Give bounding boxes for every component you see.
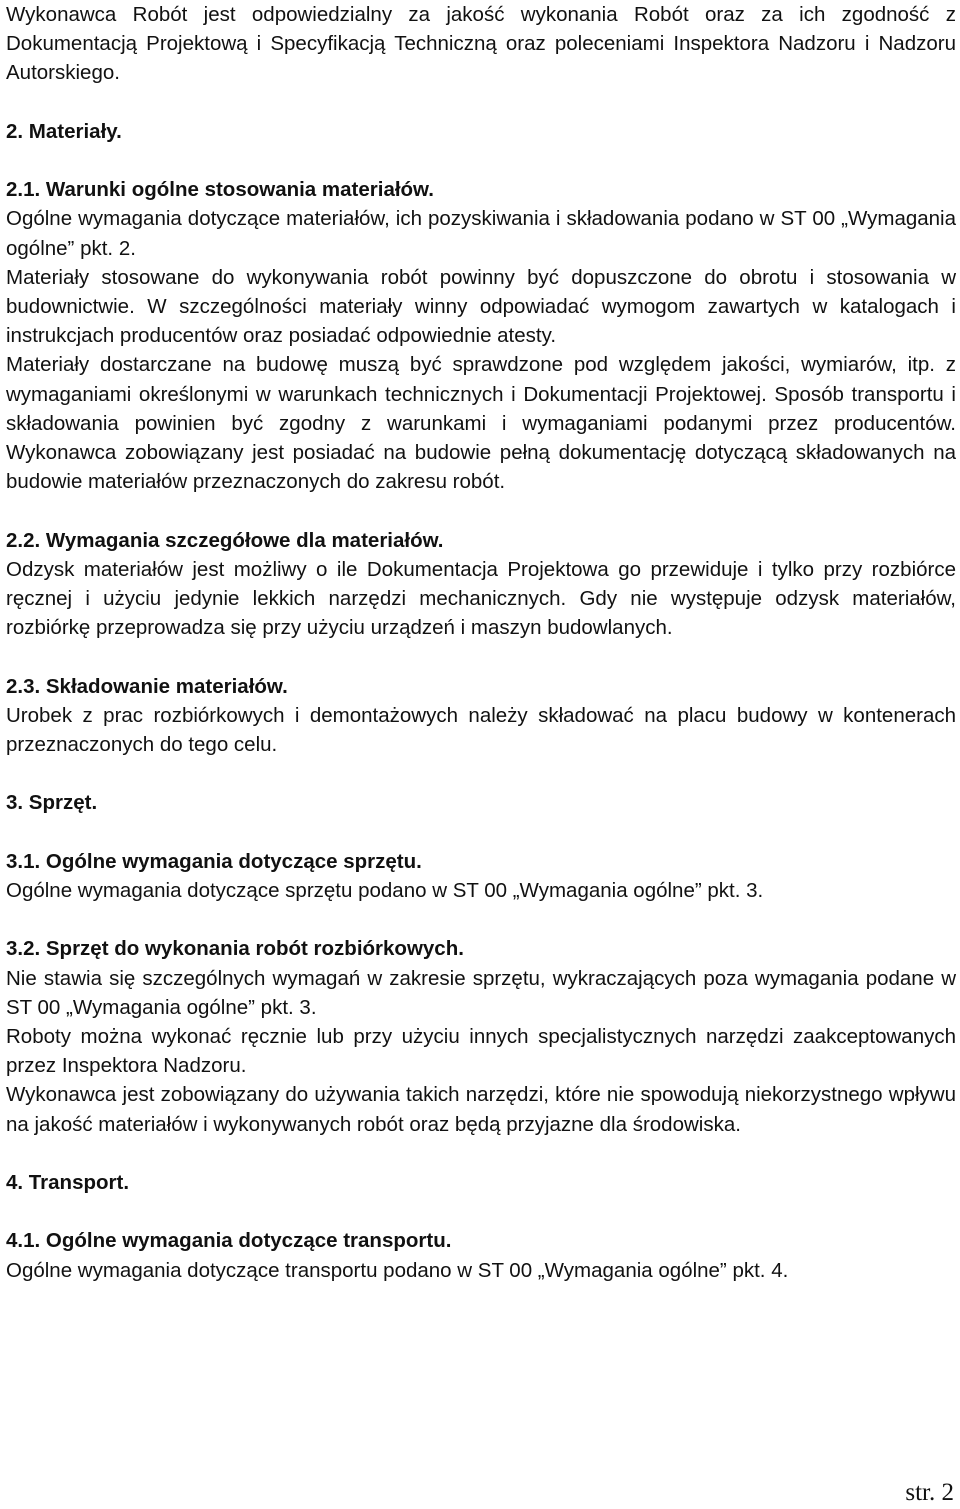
- spacer: [6, 1139, 956, 1168]
- spacer: [6, 818, 956, 847]
- section-3-heading: 3. Sprzęt.: [6, 791, 98, 815]
- section-2-3-paragraph-1: Urobek z prac rozbiórkowych i demontażowych należy składować na placu budowy w kontenerach przeznaczonych do tego celu.: [6, 703, 956, 757]
- spacer: [6, 496, 956, 525]
- section-3-2-heading: 3.2. Sprzęt do wykonania robót rozbiórkowych.: [6, 937, 464, 961]
- section-4-1-paragraph-1: Ogólne wymagania dotyczące transportu podano w ST 00 „Wymagania ogólne” pkt. 4.: [6, 1258, 789, 1282]
- section-4-1-heading: 4.1. Ogólne wymagania dotyczące transportu.: [6, 1229, 452, 1253]
- section-3-2-paragraph-2: Roboty można wykonać ręcznie lub przy użyciu innych specjalistycznych narzędzi zaakceptowanych przez Inspektora Nadzoru.: [6, 1025, 956, 1078]
- page-number: str. 2: [905, 1479, 954, 1506]
- document-page: [6, 0, 956, 1285]
- section-4-heading: 4. Transport.: [6, 1171, 130, 1194]
- section-3-1-paragraph-1: Ogólne wymagania dotyczące sprzętu podano w ST 00 „Wymagania ogólne” pkt. 3.: [6, 879, 764, 902]
- spacer: [6, 146, 956, 175]
- section-3-2-paragraph-3: Wykonawca jest zobowiązany do używania takich narzędzi, które nie spowodują niekorzystnego wpływu na jakość materiałów i wykonywanych robót oraz będą przyjazne dla środowiska.: [6, 1083, 956, 1136]
- spacer: [6, 759, 956, 788]
- intro-paragraph: Wykonawca Robót jest odpowiedzialny za jakość wykonania Robót oraz za ich zgodność z Dokumentacją Projektową i Specyfikacją Techniczną oraz poleceniami Inspektora Nadzoru i Nadzoru Autorskiego.: [6, 3, 956, 85]
- section-3-2-paragraph-1: Nie stawia się szczególnych wymagań w zakresie sprzętu, wykraczających poza wymagania podane w ST 00 „Wymagania ogólne” pkt. 3.: [6, 966, 956, 1019]
- section-2-2-heading: 2.2. Wymagania szczegółowe dla materiałów.: [6, 528, 444, 552]
- section-2-1-heading: 2.1. Warunki ogólne stosowania materiałów.: [6, 178, 434, 202]
- spacer: [6, 88, 956, 117]
- section-2-1-paragraph-1: Ogólne wymagania dotyczące materiałów, ich pozyskiwania i składowania podano w ST 00 „Wymagania ogólne” pkt. 2.: [6, 207, 956, 260]
- section-2-2-paragraph-1: Odzysk materiałów jest możliwy o ile Dokumentacja Projektowa go przewiduje i tylko przy rozbiórce ręcznej i użyciu jedynie lekkich narzędzi mechanicznych. Gdy nie występuje odzysk materiałów, rozbiórkę przeprowadza się przy użyciu urządzeń i maszyn budowlanych.: [6, 557, 956, 640]
- spacer: [6, 642, 956, 671]
- section-2-heading: 2. Materiały.: [6, 119, 122, 143]
- spacer: [6, 905, 956, 934]
- section-2-3-heading: 2.3. Składowanie materiałów.: [6, 674, 288, 698]
- section-2-1-paragraph-3: Materiały dostarczane na budowę muszą być sprawdzone pod względem jakości, wymiarów, itp. z wymaganiami określonymi w warunkach technicznych i Dokumentacji Projektowej. Sposób transportu i składowania powinien być zgodny z warunkami i wymaganiami podanymi przez producentów. Wykonawca zobowiązany jest posiadać na budowie pełną dokumentację dotyczącą składowanych na budowie materiałów przeznaczonych do zakresu robót.: [6, 353, 956, 494]
- section-3-1-heading: 3.1. Ogólne wymagania dotyczące sprzętu.: [6, 849, 422, 873]
- section-2-1-paragraph-2: Materiały stosowane do wykonywania robót powinny być dopuszczone do obrotu i stosowania w budownictwie. W szczególności materiały winny odpowiadać wymogom zawartych w katalogach i instrukcjach producentów oraz posiadać odpowiednie atesty.: [6, 265, 956, 348]
- spacer: [6, 1197, 956, 1226]
